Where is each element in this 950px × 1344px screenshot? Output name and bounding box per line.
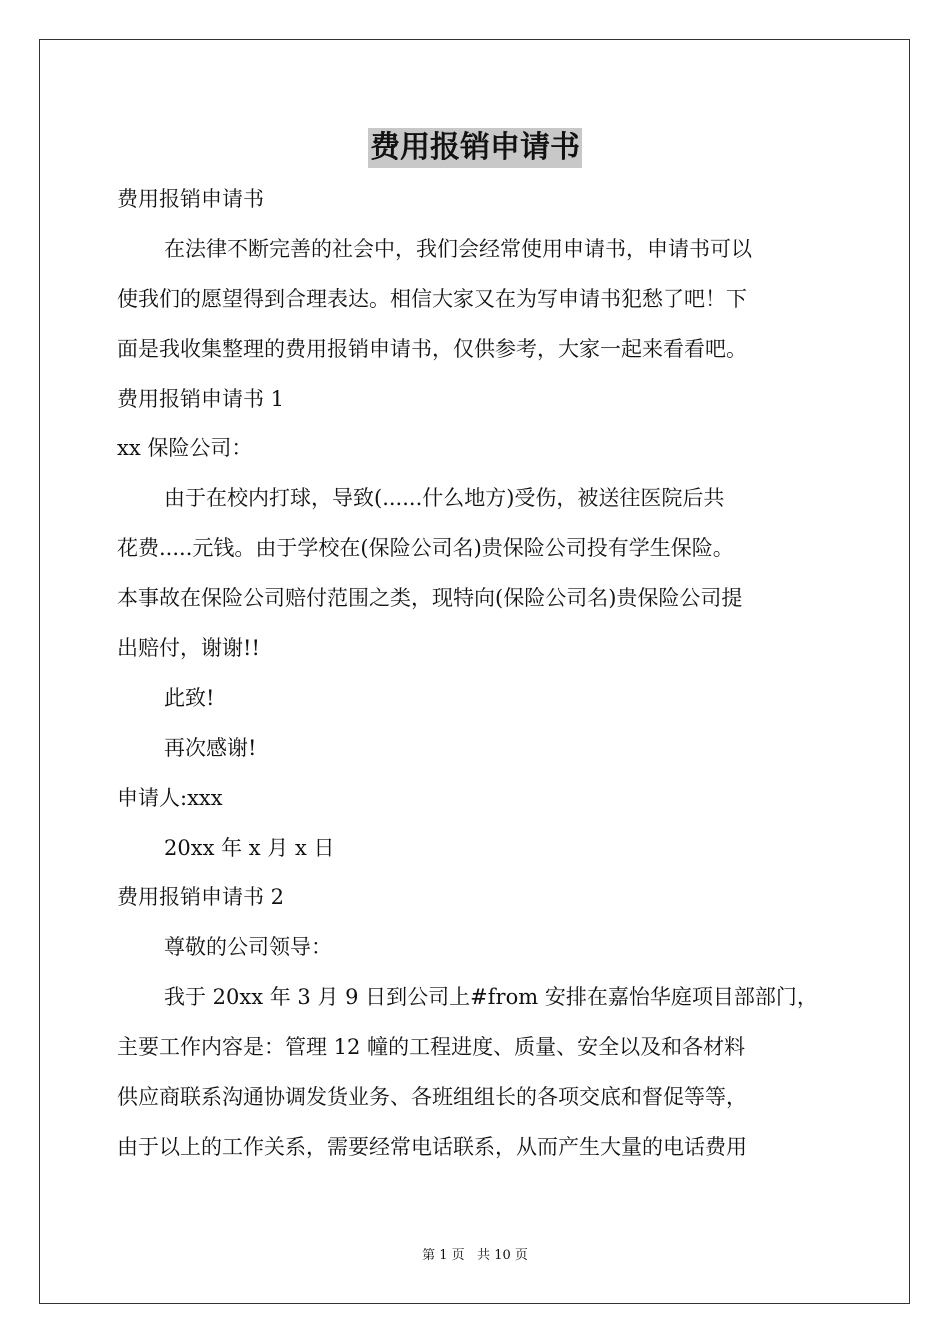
body-line: 尊敬的公司领导： (164, 935, 332, 960)
body-line: 再次感谢! (164, 735, 257, 760)
body-line: 在法律不断完善的社会中，我们会经常使用申请书，申请书可以 (164, 236, 752, 261)
body-line: 本事故在保险公司赔付范围之类，现特向(保险公司名)贵保险公司提 (117, 586, 743, 611)
body-line: 费用报销申请书 2 (117, 885, 285, 910)
body-line: 供应商联系沟通协调发货业务、各班组组长的各项交底和督促等等， (117, 1085, 747, 1110)
body-line: 花费.....元钱。由于学校在(保险公司名)贵保险公司投有学生保险。 (117, 536, 734, 561)
body-line: 我于 20xx 年 3 月 9 日到公司上#from 安排在嘉怡华庭项目部部门， (164, 985, 818, 1010)
body-line: 费用报销申请书 1 (117, 386, 285, 411)
document-title (0, 128, 950, 168)
document-title-text: 费用报销申请书 (368, 128, 582, 168)
body-line: xx 保险公司： (117, 436, 253, 461)
body-line: 由于以上的工作关系，需要经常电话联系，从而产生大量的电话费用 (117, 1134, 747, 1159)
body-line: 费用报销申请书 (117, 187, 264, 211)
body-line: 20xx 年 x 月 x 日 (164, 835, 335, 860)
body-line: 使我们的愿望得到合理表达。相信大家又在为写申请书犯愁了吧！下 (117, 286, 747, 311)
body-line: 申请人:xxx (117, 785, 223, 810)
body-line: 面是我收集整理的费用报销申请书，仅供参考，大家一起来看看吧。 (117, 336, 747, 361)
body-line: 此致! (164, 685, 215, 710)
page-footer: 第 1 页 共 10 页 (422, 1248, 528, 1263)
body-line: 主要工作内容是：管理 12 幢的工程进度、质量、安全以及和各材料 (117, 1035, 746, 1060)
body-line: 出赔付，谢谢!! (117, 636, 260, 661)
document-body (117, 175, 837, 1173)
body-line: 由于在校内打球，导致(......什么地方)受伤，被送往医院后共 (164, 486, 725, 511)
